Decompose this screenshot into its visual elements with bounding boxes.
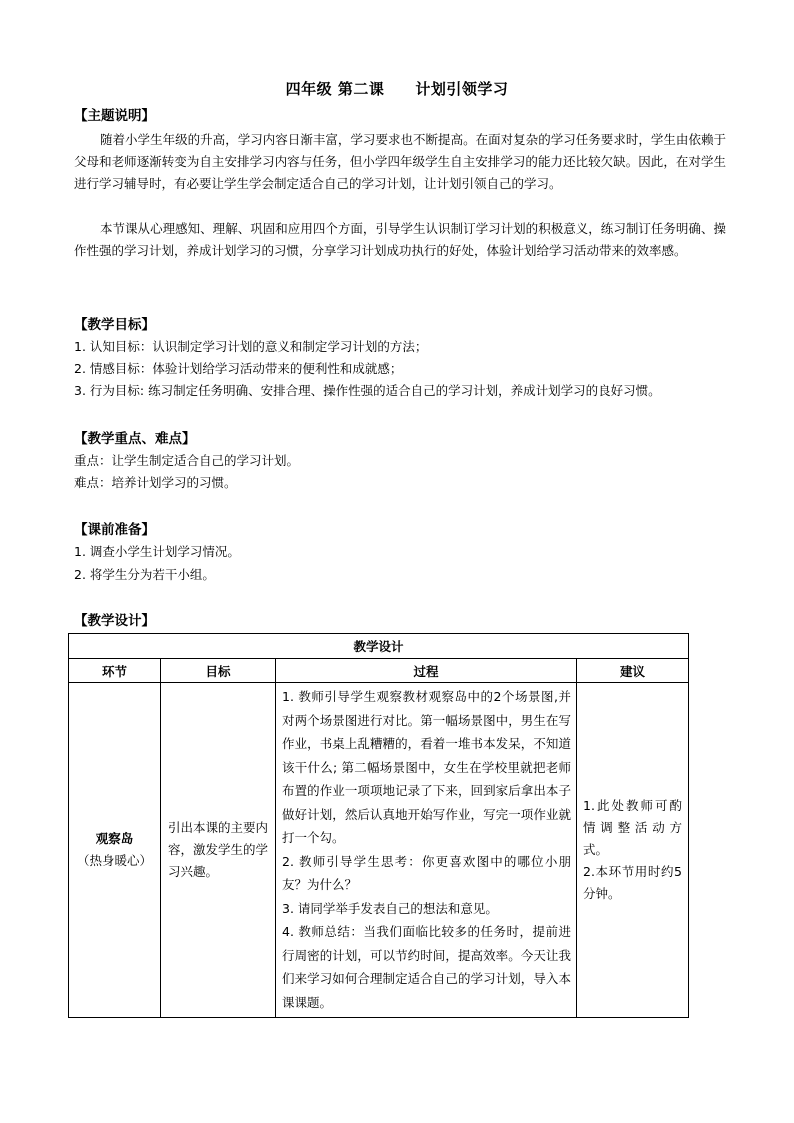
- goal-cell: 引出本课的主要内容，激发学生的学习兴趣。: [161, 683, 276, 1018]
- objective-item: 2. 情感目标：体验计划给学习活动带来的便利性和成就感；: [74, 361, 403, 376]
- design-table-header: [69, 659, 689, 683]
- design-heading: 【教学设计】: [74, 613, 155, 629]
- process-cell: [276, 683, 577, 1018]
- preparation-item: 2. 将学生分为若干小组。: [74, 567, 215, 582]
- process-step: 4. 教师总结：当我们面临比较多的任务时，提前进行周密的计划，可以节约时间，提高效率。今天让我们来学习如何合理制定适合自己的学习计划，导入本课课题。: [282, 924, 571, 1010]
- design-table-title: 教学设计: [69, 634, 689, 659]
- objective-item: 1. 认知目标：认识制定学习计划的意义和制定学习计划的方法；: [74, 339, 428, 354]
- column-header-stage: 环节: [69, 659, 161, 683]
- theme-heading: 【主题说明】: [74, 108, 155, 124]
- stage-subtitle: （热身暖心）: [76, 853, 152, 868]
- theme-paragraph-2: 本节课从心理感知、理解、巩固和应用四个方面，引导学生认识制订学习计划的积极意义，练习制订任务明确、操作性强的学习计划，养成计划学习的习惯，分享学习计划成功执行的好处，体验计划给学习活动带来的效率感。: [74, 221, 726, 258]
- document-title: 四年级 第二课 计划引领学习: [285, 80, 509, 98]
- column-header-suggestion: 建议: [577, 659, 689, 683]
- key-point-item: 重点：让学生制定适合自己的学习计划。: [74, 453, 300, 468]
- difficulty-item: 难点：培养计划学习的习惯。: [74, 475, 237, 490]
- suggestion-cell: [577, 683, 689, 1018]
- process-step: 1. 教师引导学生观察教材观察岛中的2个场景图,并对两个场景图进行对比。第一幅场景图中，男生在写作业，书桌上乱糟糟的，看着一堆书本发呆，不知道该干什么; 第二幅场景图中，女生在学校里就把老师布置的作业一项项地记录了下来，回到家后拿出本子做好计划，然后认真地开始写作业，写完一项作业就打一个勾。: [282, 689, 571, 845]
- stage-cell: [69, 683, 161, 1018]
- process-step: 2. 教师引导学生思考：你更喜欢图中的哪位小朋友？为什么？: [282, 853, 571, 892]
- stage-name: 观察岛: [95, 831, 134, 846]
- table-row: [69, 683, 689, 1018]
- preparation-item: 1. 调查小学生计划学习情况。: [74, 544, 240, 559]
- suggestion-item: 2.本环节用时约5分钟。: [583, 864, 683, 901]
- design-table: [68, 633, 689, 1018]
- process-step: 3. 请同学举手发表自己的想法和意见。: [282, 900, 498, 916]
- preparation-heading: 【课前准备】: [74, 522, 155, 538]
- objective-item: 3. 行为目标: 练习制定任务明确、安排合理、操作性强的适合自己的学习计划，养成计划学习的良好习惯。: [74, 383, 661, 398]
- theme-paragraph-1: 随着小学生年级的升高，学习内容日渐丰富，学习要求也不断提高。在面对复杂的学习任务要求时，学生由依赖于父母和老师逐渐转变为自主安排学习内容与任务，但小学四年级学生自主安排学习的能力还比较欠缺。因此，在对学生进行学习辅导时，有必要让学生学会制定适合自己的学习计划，让计划引领自己的学习。: [74, 132, 726, 191]
- objectives-heading: 【教学目标】: [74, 317, 155, 333]
- column-header-process: 过程: [276, 659, 577, 683]
- suggestion-item: 1.此处教师可酌情调整活动方式。: [583, 798, 683, 857]
- key-points-heading: 【教学重点、难点】: [74, 431, 196, 447]
- column-header-goal: 目标: [161, 659, 276, 683]
